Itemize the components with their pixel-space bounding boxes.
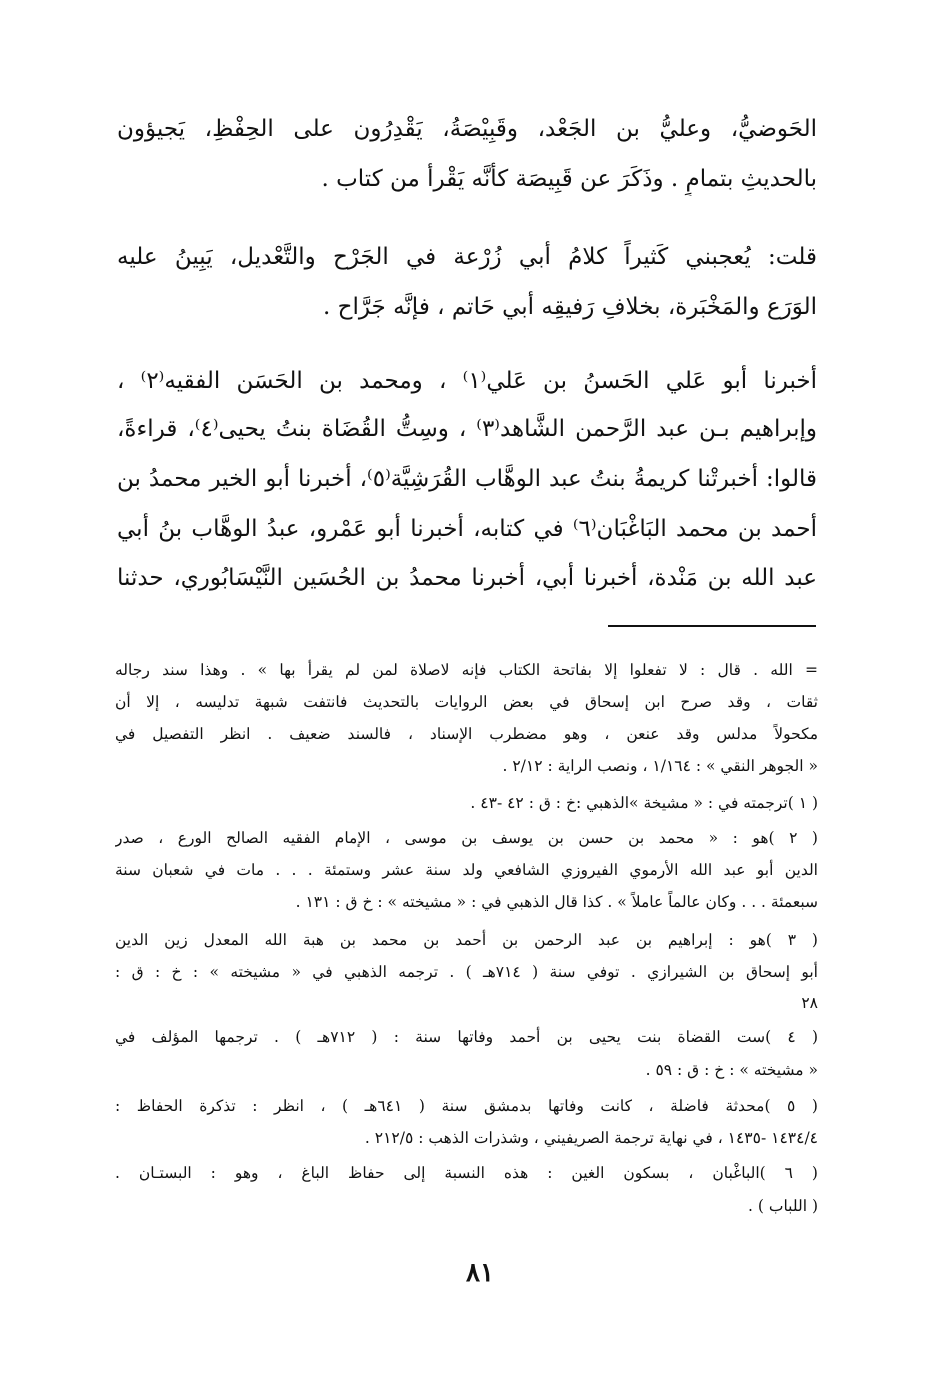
footnote-line: مكحولاً مدلس وقد عنعن ، وهو مضطرب الإسناد ، فالسند ضعيف . انظر التفصيل في bbox=[115, 725, 818, 743]
main-text-line: أخبرنا أبو عَلي الحَسنُ بن عَلي⁽١⁾ ، ومحمد بن الحَسَن الفقيه⁽٢⁾ ، bbox=[117, 368, 817, 394]
main-text-line: الحَوضيُّ، وعليُّ بن الجَعْد، وقَبِيْصَةُ، يَقْدِرُون على الحِفْظِ، يَجيؤون bbox=[117, 116, 817, 142]
main-text-line: عبد الله بن مَنْدة، أخبرنا أبي، أخبرنا محمدُ بن الحُسَين النَّيْسَابُوري، حدثنا bbox=[117, 565, 817, 591]
footnote-line: أبو إسحاق بن الشيرازي . توفي سنة ( ٧١٤هـ ) . ترجمه الذهبي في « مشيخته » : خ : ق : bbox=[115, 963, 818, 981]
footnote-line: ( اللباب ) . bbox=[748, 1197, 818, 1215]
footnote-line: ( ٦ )الباغْبان ، بسكون الغين : هذه النسبة إلى حفاظ الباغ ، وهو : البستـان . bbox=[115, 1164, 818, 1182]
footnote-separator bbox=[608, 625, 816, 627]
footnote-line: « الجوهر النقي » : ١/١٦٤ ، ونصب الراية : ٢/١٢ . bbox=[502, 757, 818, 775]
footnote-line: ٢٨ bbox=[801, 994, 818, 1012]
main-text-line: وإبراهيم بـن عبد الرَّحمن الشَّاهد⁽٣⁾ ، وسِتُّ القُضَاة بنتُ يحيى⁽٤⁾، قراءةً، bbox=[117, 416, 817, 442]
footnote-line: ( ٥ )محدثة فاضلة ، كانت وفاتها بدمشق سنة ( ٦٤١هـ ) ، انظر : تذكرة الحفاظ : bbox=[115, 1097, 818, 1115]
footnote-line: ( ٤ )ست القضاة بنت يحيى بن أحمد وفاتها سنة : ( ٧١٢هـ ) . ترجمها المؤلف في bbox=[115, 1028, 818, 1046]
main-text-line: قالوا: أخبرتْنا كريمةُ بنتُ عبد الوهَّاب القُرَشِيَّة⁽٥⁾، أخبرنا أبو الخير محمدُ بن bbox=[117, 466, 817, 492]
main-text-line: أحمد بن محمد البَاغْبَان⁽٦⁾ في كتابه، أخبرنا أبو عَمْرو، عبدُ الوهَّاب بنُ أبي bbox=[117, 516, 817, 542]
footnote-line: ( ٢ )هو : « محمد بن حسن بن يوسف بن موسى ، الإمام الفقيه الصالح الورع ، صدر bbox=[115, 829, 818, 847]
footnote-line: « مشيخته » : خ : ق : ٥٩ . bbox=[645, 1061, 818, 1079]
footnote-line: ( ١ )ترجمته في : « مشيخة »الذهبي :خ : ق : ٤٢ -٤٣ . bbox=[470, 794, 818, 812]
footnote-line: ثقات ، وقد صرح ابن إسحاق في بعض الروايات بالتحديث فانتفت شبهة تدليسه ، إلا أن bbox=[115, 693, 818, 711]
page-number: ٨١ bbox=[466, 1258, 494, 1288]
footnote-line: = الله . قال : لا تفعلوا إلا بفاتحة الكتاب فإنه لاصلاة لمن لم يقرأ بها » . وهذا سند رجاله bbox=[115, 661, 818, 679]
footnote-line: ١٤٣٤/٤ -١٤٣٥ ، في نهاية ترجمة الصريفيني ، وشذرات الذهب : ٢١٢/٥ . bbox=[364, 1129, 818, 1147]
footnote-line: ( ٣ )هو : إبراهيم بن عبد الرحمن بن أحمد بن محمد بن هبة الله المعدل زين الدين bbox=[115, 931, 818, 949]
main-text-line: قلت: يُعجبني كَثيراً كلامُ أبي زُرْعة في الجَرْح والتَّعْديل، يَبِينُ عليه bbox=[117, 244, 817, 270]
footnote-line: الدين أبو عبد الله الأرموي الفيروزي الشافعي ولد سنة عشر وستمئة . . . مات في شعبان سنة bbox=[115, 861, 818, 879]
main-text-line: بالحديثِ بتمامٍ . وذَكَرَ عن قَبِيصَة كأنَّه يَقْرأ من كتاب . bbox=[321, 166, 817, 192]
footnote-line: سبعمئة . . . وكان عالماً عاملاً » . كذا قال الذهبي في : « مشيخته » : خ ق : ١٣١ . bbox=[295, 893, 818, 911]
main-text-line: الوَرَع والمَخْبَرة، بخلافِ رَفيقِه أبي حَاتم ، فإنَّه جَرَّاح . bbox=[323, 294, 817, 320]
